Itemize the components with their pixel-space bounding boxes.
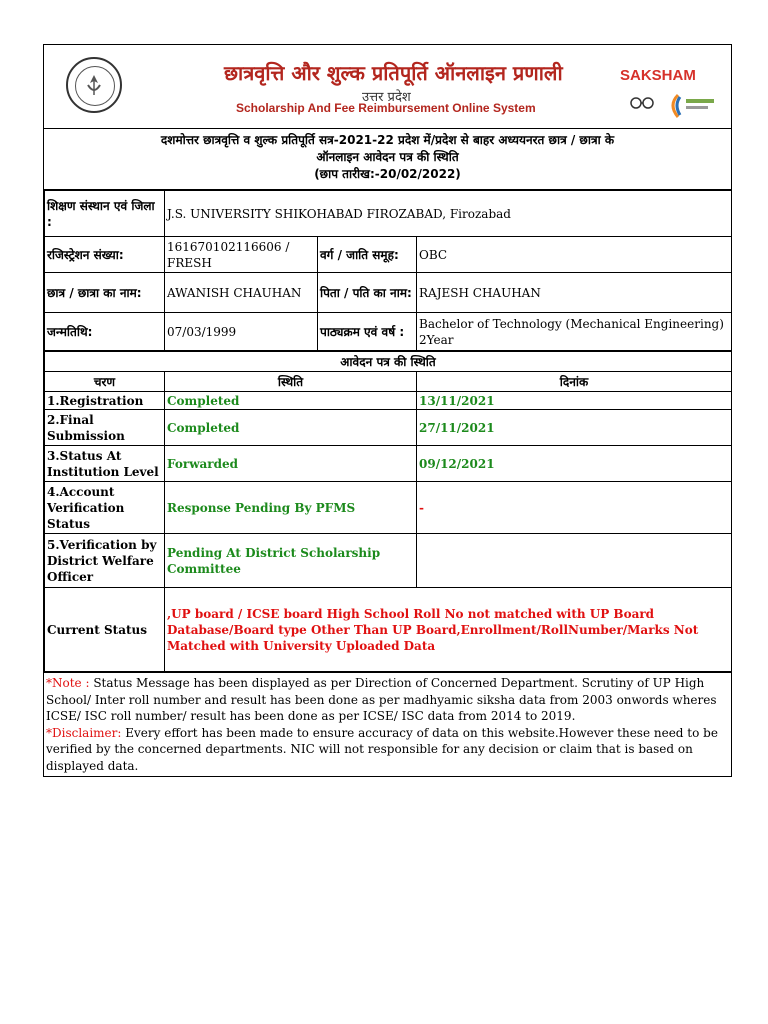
disclaimer-label: *Disclaimer:: [46, 725, 122, 740]
table-row: [45, 392, 732, 410]
course-label: पाठ्यक्रम एवं वर्ष :: [318, 313, 417, 351]
registration-label: रजिस्ट्रेशन संख्या:: [45, 237, 165, 273]
course-value: Bachelor of Technology (Mechanical Engineering) 2Year: [417, 313, 732, 351]
digital-india-logos-icon: [628, 91, 718, 119]
table-row: [45, 534, 732, 588]
table-row: [45, 313, 732, 351]
date-cell: -: [417, 482, 732, 534]
father-name-label: पिता / पति का नाम:: [318, 273, 417, 313]
column-header-status: स्थिति: [165, 372, 417, 392]
print-date: (छाप तारीख:-20/02/2022): [314, 167, 461, 181]
stage-cell: 2.Final Submission: [45, 410, 165, 446]
status-cell: Response Pending By PFMS: [165, 482, 417, 534]
status-cell: Forwarded: [165, 446, 417, 482]
applicant-details-table: [44, 190, 732, 351]
student-name-value: AWANISH CHAUHAN: [165, 273, 318, 313]
session-notice: [44, 129, 731, 190]
status-sheet: [43, 44, 732, 777]
date-cell: [417, 534, 732, 588]
stage-cell: 5.Verification by District Welfare Officer: [45, 534, 165, 588]
title-hindi: छात्रवृत्ति और शुल्क प्रतिपूर्ति ऑनलाइन प्रणाली: [224, 61, 563, 85]
category-label: वर्ग / जाति समूह:: [318, 237, 417, 273]
institution-value: J.S. UNIVERSITY SHIKOHABAD FIROZABAD, Firozabad: [165, 191, 732, 237]
table-row: [45, 191, 732, 237]
state-name: उत्तर प्रदेश: [362, 90, 411, 105]
brand-saksham: SAKSHAM: [620, 67, 696, 84]
father-name-value: RAJESH CHAUHAN: [417, 273, 732, 313]
status-cell: Completed: [165, 410, 417, 446]
application-status-table: [44, 351, 732, 672]
note-label: *Note :: [46, 676, 90, 690]
table-row: [45, 273, 732, 313]
category-value: OBC: [417, 237, 732, 273]
status-cell: Completed: [165, 392, 417, 410]
title-english: Scholarship And Fee Reimbursement Online System: [236, 101, 536, 115]
column-header-date: दिनांक: [417, 372, 732, 392]
student-name-label: छात्र / छात्रा का नाम:: [45, 273, 165, 313]
table-row: [45, 237, 732, 273]
table-row: [45, 482, 732, 534]
notice-line-2: ऑनलाइन आवेदन पत्र की स्थिति: [316, 150, 459, 164]
institution-label: शिक्षण संस्थान एवं जिला :: [45, 191, 165, 237]
table-row: [45, 410, 732, 446]
dob-label: जन्मतिथि:: [45, 313, 165, 351]
notice-line-1: दशमोत्तर छात्रवृत्ति व शुल्क प्रतिपूर्ति सत्र-2021-22 प्रदेश में/प्रदेश से बाहर अध्ययनरत छात्र / छात्रा के: [160, 133, 615, 147]
disclaimer-text: Every effort has been made to ensure accuracy of data on this website.However these need to be verified by the concerned departments. NIC will not responsible for any decision or claim that is based on displayed data.: [46, 725, 718, 773]
status-cell: Pending At District Scholarship Committee: [165, 534, 417, 588]
table-row: [45, 352, 732, 372]
stage-cell: 1.Registration: [45, 392, 165, 410]
table-row: [45, 446, 732, 482]
table-header-row: [45, 372, 732, 392]
current-status-value: ,UP board / ICSE board High School Roll No not matched with UP Board Database/Board type Other Than UP Board,Enrollment/RollNumber/Marks Not Matched with University Uploaded Data: [165, 588, 732, 672]
date-cell: 09/12/2021: [417, 446, 732, 482]
date-cell: 27/11/2021: [417, 410, 732, 446]
dob-value: 07/03/1999: [165, 313, 318, 351]
current-status-row: [45, 588, 732, 672]
footer-notes: [44, 672, 731, 776]
registration-value: 161670102116606 / FRESH: [165, 237, 318, 273]
date-cell: 13/11/2021: [417, 392, 732, 410]
up-state-emblem-icon: [66, 57, 122, 113]
current-status-label: Current Status: [45, 588, 165, 672]
page-header: [44, 45, 731, 129]
note-text: Status Message has been displayed as per Direction of Concerned Department. Scrutiny of UP High School/ Inter roll number and result has been done as per madhyamic siksha data from 2003 onwords wheres ICSE/ ISC roll number/ result has been done as per ICSE/ ISC data from 2014 to 2019.: [46, 676, 717, 723]
column-header-stage: चरण: [45, 372, 165, 392]
status-section-title: आवेदन पत्र की स्थिति: [45, 352, 732, 372]
stage-cell: 4.Account Verification Status: [45, 482, 165, 534]
stage-cell: 3.Status At Institution Level: [45, 446, 165, 482]
